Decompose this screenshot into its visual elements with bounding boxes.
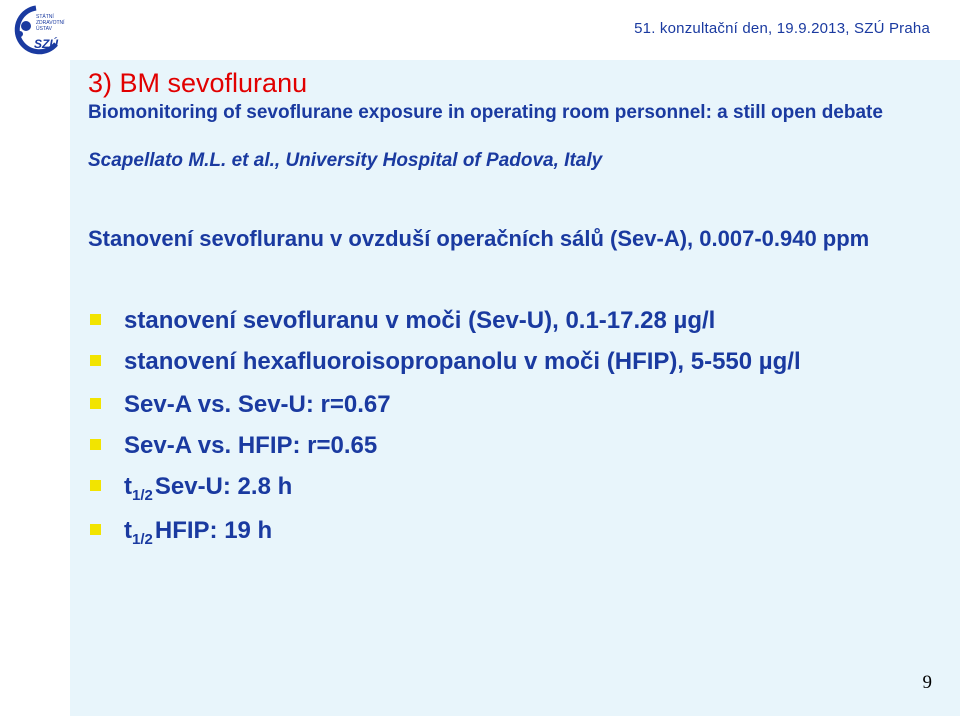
- logo-text-line3: ÚSTAV: [36, 26, 52, 32]
- bullet-text: Sev-A vs. HFIP: r=0.65: [124, 432, 378, 459]
- header-divider: [70, 58, 960, 60]
- bullet-item: [88, 347, 938, 377]
- page-number: 9: [922, 672, 932, 693]
- square-bullet-icon: [90, 480, 101, 491]
- bullet-text: stanovení sevofluranu v moči (Sev-U), 0.1-17.28 µg/l: [124, 307, 716, 334]
- slide-authors: Scapellato M.L. et al., University Hospital of Padova, Italy: [88, 150, 603, 171]
- bullet-prefix: t: [124, 517, 132, 544]
- bullet-text: stanovení hexafluoroisopropanolu v moči (HFIP), 5-550 µg/l: [124, 348, 801, 375]
- square-bullet-icon: [90, 398, 101, 409]
- logo-mark: SZÚ: [34, 37, 58, 51]
- szu-logo: [6, 4, 66, 56]
- slide-intro: Stanovení sevofluranu v ovzduší operačních sálů (Sev-A), 0.007-0.940 ppm: [88, 226, 870, 251]
- bullet-item: [88, 516, 938, 549]
- bullet-subscript: 1/2: [132, 487, 153, 504]
- bullet-item: [88, 306, 938, 336]
- square-bullet-icon: [90, 439, 101, 450]
- szu-logo-icon: [6, 4, 66, 56]
- bullet-item: [88, 390, 938, 420]
- logo-text-line2: ZDRAVOTNÍ: [36, 20, 65, 26]
- square-bullet-icon: [90, 355, 101, 366]
- slide-title: 3) BM sevofluranu: [88, 68, 308, 98]
- bullet-text: Sev-A vs. Sev-U: r=0.67: [124, 391, 391, 418]
- bullet-text: Sev-U: 2.8 h: [154, 473, 293, 500]
- bullet-text: HFIP: 19 h: [154, 517, 273, 544]
- bullet-subscript: 1/2: [132, 531, 153, 548]
- bullet-prefix: t: [124, 473, 132, 500]
- bullet-item: [88, 472, 938, 505]
- slide-subtitle: Biomonitoring of sevoflurane exposure in operating room personnel: a still open debate: [88, 102, 883, 123]
- logo-text-line1: STÁTNÍ: [36, 14, 54, 20]
- square-bullet-icon: [90, 314, 101, 325]
- square-bullet-icon: [90, 524, 101, 535]
- bullet-item: [88, 431, 938, 461]
- bullet-list: [88, 306, 938, 560]
- conference-label: 51. konzultační den, 19.9.2013, SZÚ Praha: [634, 20, 930, 37]
